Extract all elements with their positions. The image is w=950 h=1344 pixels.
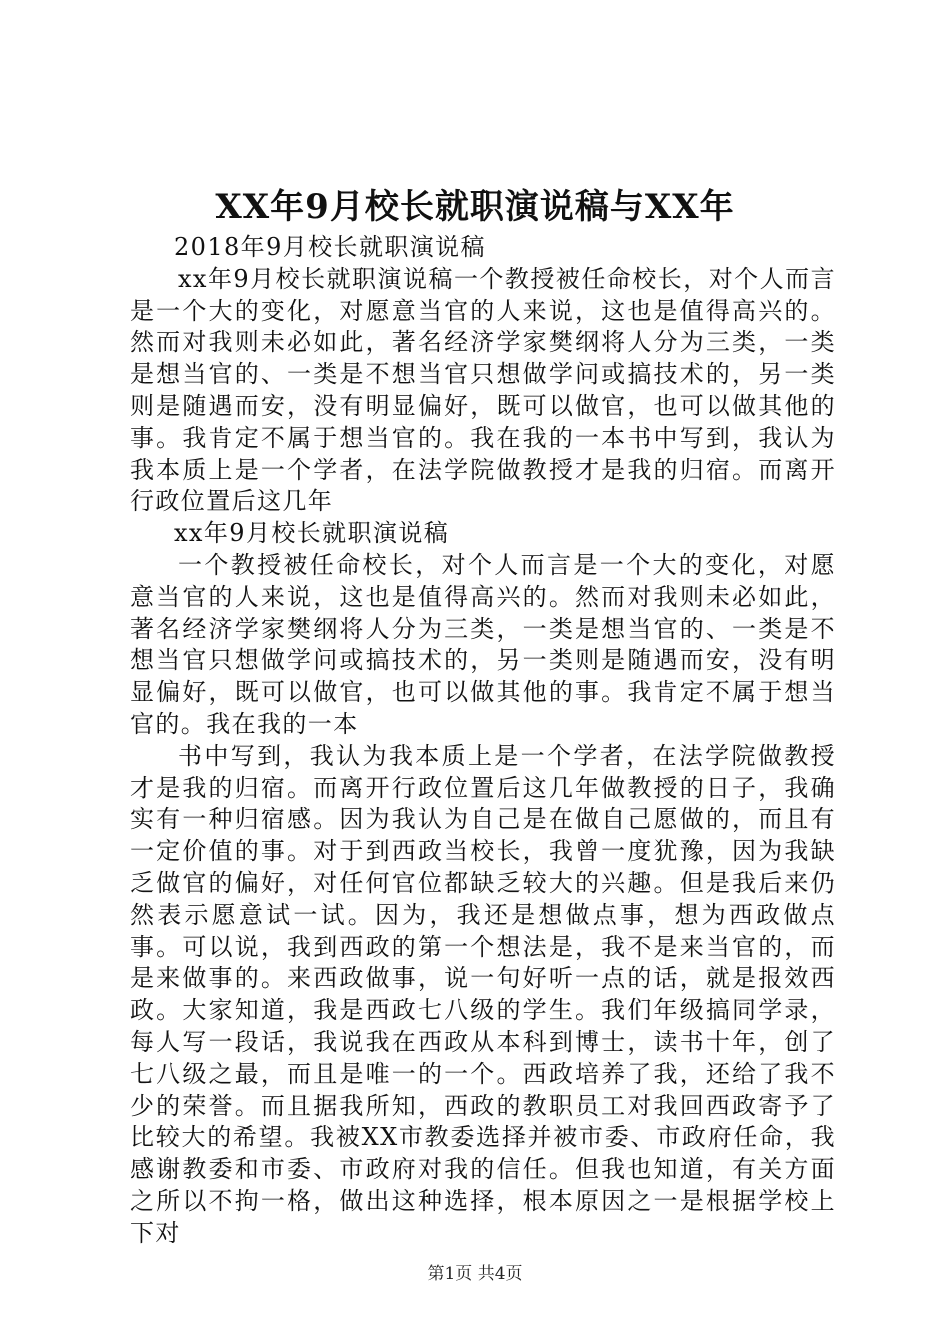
paragraph-1: xx年9月校长就职演说稿一个教授被任命校长，对个人而言是一个大的变化，对愿意当官的人来说，这也是值得高兴的。然而对我则未必如此，著名经济学家樊纲将人分为三类，一类是想当官的、一类是不想当官只想做学问或搞技术的，另一类则是随遇而安，没有明显偏好，既可以做官，也可以做其他的事。我肯定不属于想当官的。我在我的一本书中写到，我认为我本质上是一个学者，在法学院做教授才是我的归宿。而离开行政位置后这几年 xyxy=(130,264,836,516)
paragraph-3: 书中写到，我认为我本质上是一个学者，在法学院做教授才是我的归宿。而离开行政位置后这几年做教授的日子，我确实有一种归宿感。因为我认为自己是在做自己愿做的，而且有一定价值的事。对于到西政当校长，我曾一度犹豫，因为我缺乏做官的偏好，对任何官位都缺乏较大的兴趣。但是我后来仍然表示愿意试一试。因为，我还是想做点事，想为西政做点事。可以说，我到西政的第一个想法是，我不是来当官的，而是来做事的。来西政做事，说一句好听一点的话，就是报效西政。大家知道，我是西政七八级的学生。我们年级搞同学录，每人写一段话，我说我在西政从本科到博士，读书十年，创了七八级之最，而且是唯一的一个。西政培养了我，还给了我不少的荣誉。而且据我所知，西政的教职员工对我回西政寄予了比较大的希望。我被XX市教委选择并被市委、市政府任命，我感谢教委和市委、市政府对我的信任。但我也知道，有关方面之所以不拘一格，做出这种选择，根本原因之一是根据学校上下对 xyxy=(130,741,836,1247)
document-body xyxy=(130,232,836,1250)
page-footer: 第1页 共4页 xyxy=(427,1264,523,1284)
document-title: XX年9月校长就职演说稿与XX年 xyxy=(215,187,735,227)
paragraph-2: 一个教授被任命校长，对个人而言是一个大的变化，对愿意当官的人来说，这也是值得高兴的。然而对我则未必如此，著名经济学家樊纲将人分为三类，一类是想当官的、一类是不想当官只想做学问或搞技术的，另一类则是随遇而安，没有明显偏好，既可以做官，也可以做其他的事。我肯定不属于想当官的。我在我的一本 xyxy=(130,550,836,738)
subtitle-1: 2018年9月校长就职演说稿 xyxy=(174,233,486,261)
subtitle-2: xx年9月校长就职演说稿 xyxy=(174,519,450,548)
